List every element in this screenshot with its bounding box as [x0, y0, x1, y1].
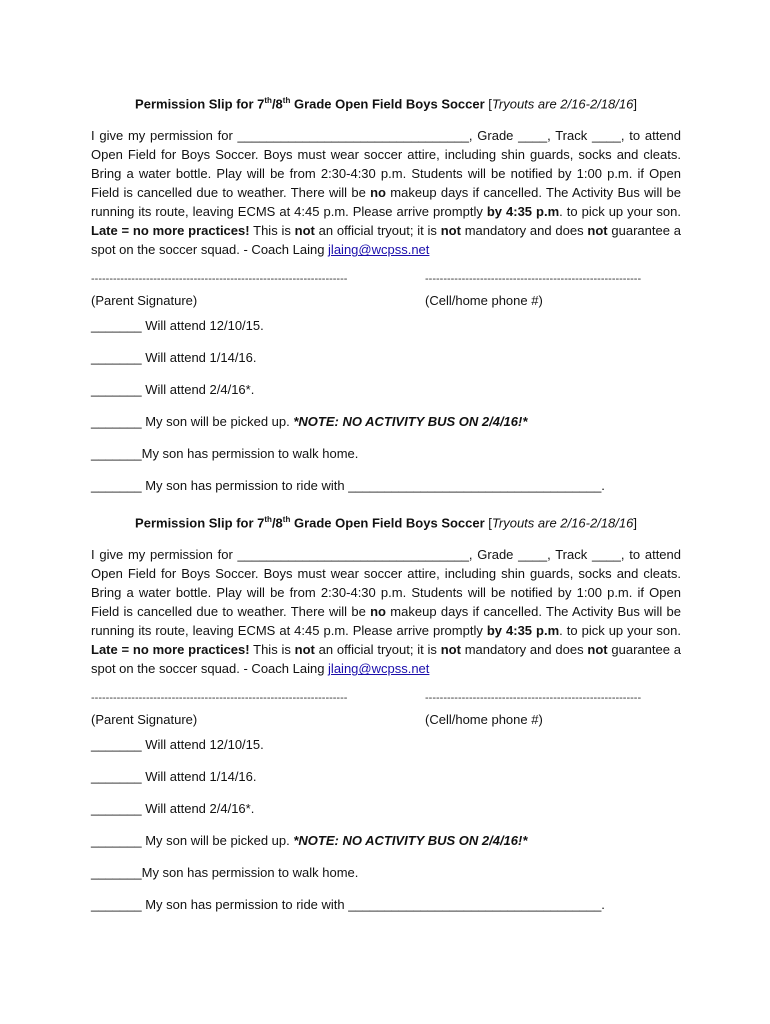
parent-signature-label: (Parent Signature) — [91, 712, 198, 728]
option-picked-up[interactable]: _______ My son will be picked up. *NOTE: NO ACTIVITY BUS ON 2/4/16!* — [91, 414, 528, 430]
permission-paragraph: I give my permission for ________________________________, Grade ____, Track ____, to attend Open Field for Boys Soccer. Boys must wear soccer attire, including shin guards, socks and cleats. Bring a water bottle. Play will be from 2:30-4:30 p.m. Students will be notified by 1:00 p.m. if Open Field is cancelled due to weather. There will be no makeup days if cancelled. The Activity Bus will be running its route, leaving ECMS at 4:45 p.m. Please arrive promptly by 4:35 p.m. to pick up your son. Late = no more practices! This is not an official tryout; it is not mandatory and does not guarantee a spot on the soccer squad. - Coach Laing jlaing@wcpss.net — [91, 547, 682, 677]
phone-line[interactable]: ----------------------------------------------------------- — [425, 273, 642, 286]
coach-email-link[interactable]: jlaing@wcpss.net — [328, 242, 430, 258]
permission-slip-1 — [91, 96, 681, 509]
activity-bus-note: *NOTE: NO ACTIVITY BUS ON 2/4/16!* — [293, 414, 528, 430]
parent-signature-line[interactable]: ---------------------------------------------------------------------- — [91, 692, 348, 705]
signature-row — [91, 273, 681, 317]
option-picked-up[interactable]: _______ My son will be picked up. *NOTE: NO ACTIVITY BUS ON 2/4/16!* — [91, 833, 528, 849]
parent-signature-line[interactable]: ---------------------------------------------------------------------- — [91, 273, 348, 286]
option-walk-home[interactable]: _______My son has permission to walk home. — [91, 865, 359, 881]
activity-bus-note: *NOTE: NO ACTIVITY BUS ON 2/4/16!* — [293, 833, 528, 849]
option-walk-home[interactable]: _______My son has permission to walk home. — [91, 446, 359, 462]
option-ride-with[interactable]: _______ My son has permission to ride with ___________________________________. — [91, 478, 605, 494]
option-attend-3[interactable]: _______ Will attend 2/4/16*. — [91, 382, 255, 398]
option-attend-2[interactable]: _______ Will attend 1/14/16. — [91, 350, 257, 366]
option-attend-3[interactable]: _______ Will attend 2/4/16*. — [91, 801, 255, 817]
option-attend-1[interactable]: _______ Will attend 12/10/15. — [91, 318, 264, 334]
phone-line[interactable]: ----------------------------------------------------------- — [425, 692, 642, 705]
slip-title: Permission Slip for 7th/8th Grade Open Field Boys Soccer [Tryouts are 2/16-2/18/16] — [135, 515, 637, 531]
permission-paragraph: I give my permission for ________________________________, Grade ____, Track ____, to attend Open Field for Boys Soccer. Boys must wear soccer attire, including shin guards, socks and cleats. Bring a water bottle. Play will be from 2:30-4:30 p.m. Students will be notified by 1:00 p.m. if Open Field is cancelled due to weather. There will be no makeup days if cancelled. The Activity Bus will be running its route, leaving ECMS at 4:45 p.m. Please arrive promptly by 4:35 p.m. to pick up your son. Late = no more practices! This is not an official tryout; it is not mandatory and does not guarantee a spot on the soccer squad. - Coach Laing jlaing@wcpss.net — [91, 128, 682, 258]
parent-signature-label: (Parent Signature) — [91, 293, 198, 309]
signature-row — [91, 692, 681, 736]
option-attend-1[interactable]: _______ Will attend 12/10/15. — [91, 737, 264, 753]
option-attend-2[interactable]: _______ Will attend 1/14/16. — [91, 769, 257, 785]
slip-title: Permission Slip for 7th/8th Grade Open Field Boys Soccer [Tryouts are 2/16-2/18/16] — [135, 96, 637, 112]
permission-slip-2 — [91, 515, 681, 928]
phone-label: (Cell/home phone #) — [425, 712, 543, 728]
coach-email-link[interactable]: jlaing@wcpss.net — [328, 661, 430, 677]
option-ride-with[interactable]: _______ My son has permission to ride with ___________________________________. — [91, 897, 605, 913]
phone-label: (Cell/home phone #) — [425, 293, 543, 309]
